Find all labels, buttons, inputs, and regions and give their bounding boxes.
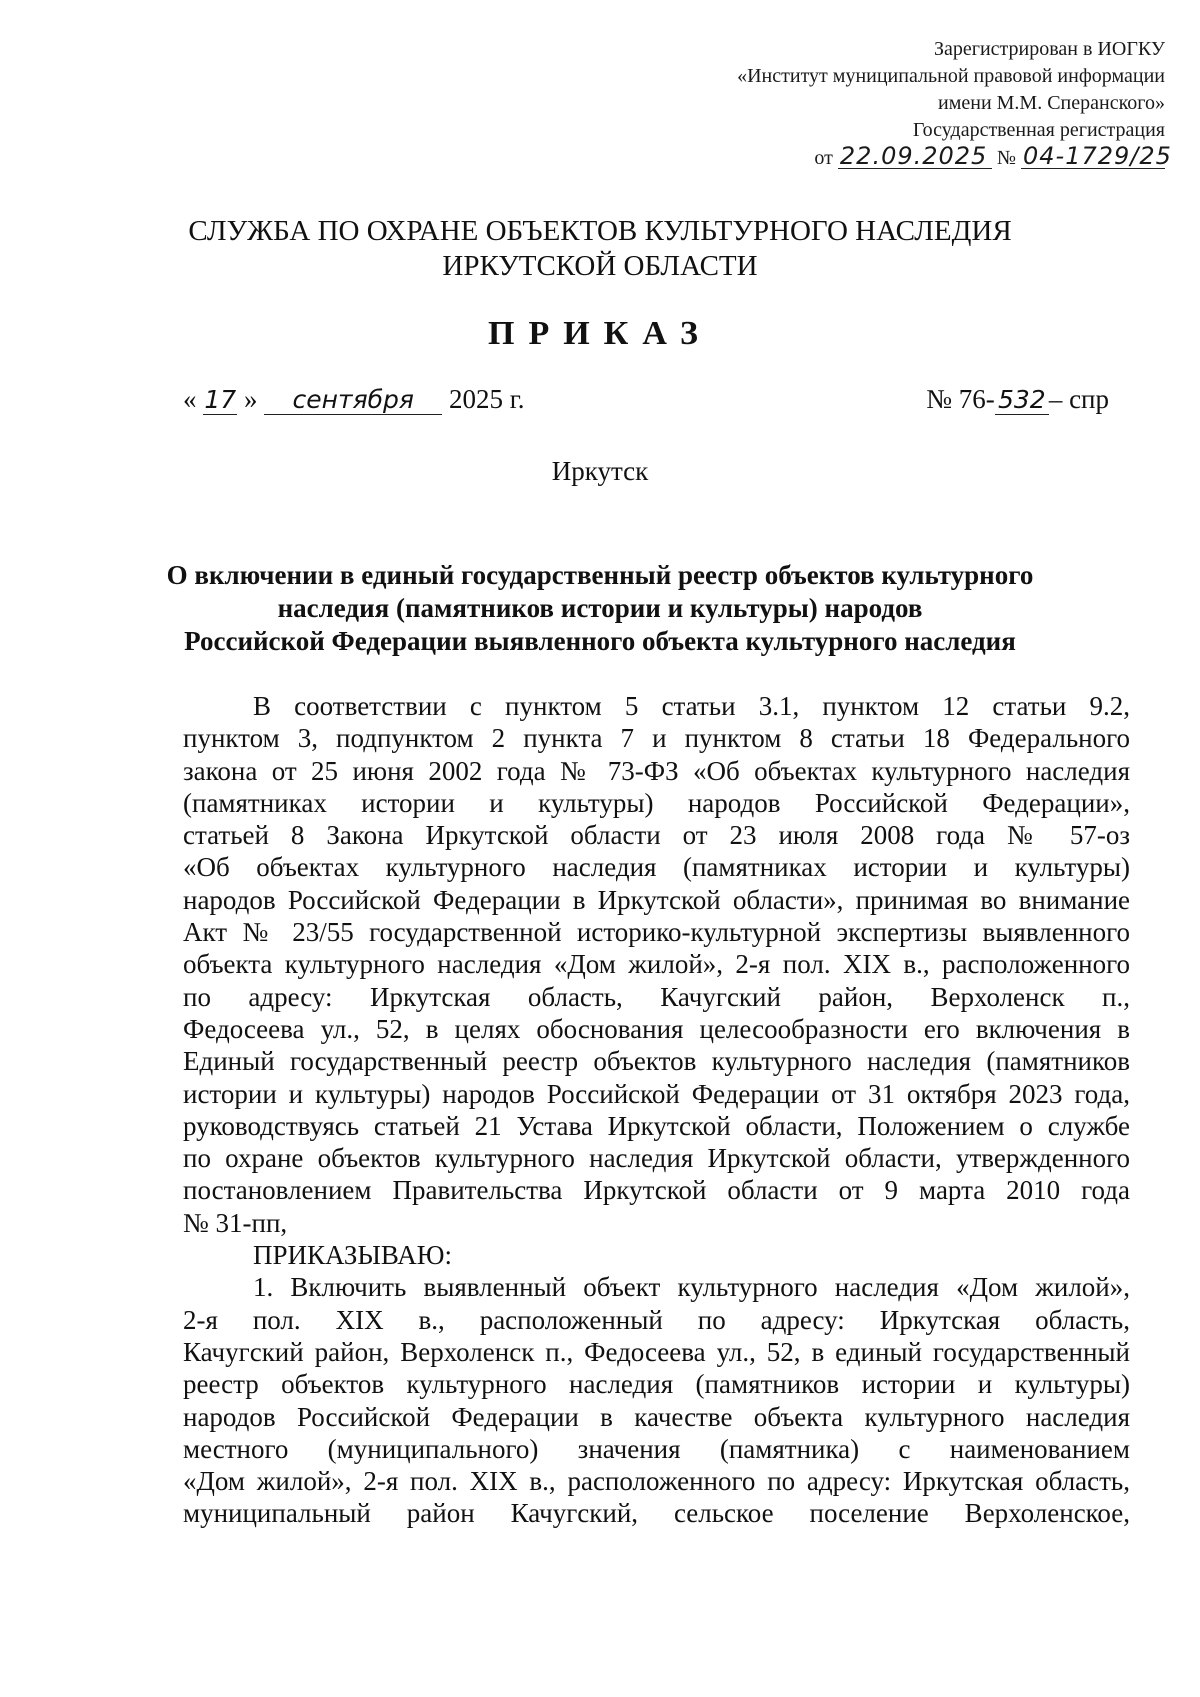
- body-line: народов Российской Федерации в Иркутской области», принимая во внимание: [183, 884, 1130, 915]
- subject-line-3: Российской Федерации выявленного объекта культурного наследия: [184, 626, 1016, 656]
- order-number-suffix: – спр: [1048, 384, 1109, 414]
- body-line: реестр объектов культурного наследия (памятников истории и культуры): [183, 1369, 1130, 1400]
- body-line: Единый государственный реестр объектов культурного наследия (памятников: [183, 1046, 1130, 1077]
- order-body: [183, 690, 1130, 1530]
- body-line: руководствуясь статьей 21 Устава Иркутской области, Положением о службе: [183, 1110, 1130, 1141]
- registration-line-2: «Институт муниципальной правовой информации: [737, 65, 1165, 87]
- registration-date-value: 22.09.2025: [838, 144, 992, 169]
- body-line: 1. Включить выявленный объект культурного наследия «Дом жилой»,: [253, 1272, 1130, 1303]
- body-line: Федосеева ул., 52, в целях обоснования целесообразности его включения в: [183, 1013, 1130, 1044]
- body-line: В соответствии с пунктом 5 статьи 3.1, пунктом 12 статьи 9.2,: [253, 691, 1130, 721]
- organization-name: [0, 214, 1200, 284]
- registration-number-prefix: №: [996, 147, 1016, 169]
- order-number-hand: 532: [995, 386, 1049, 415]
- body-line: закона от 25 июня 2002 года № 73-ФЗ «Об объектах культурного наследия: [183, 755, 1130, 786]
- body-line: «Об объектах культурного наследия (памятниках истории и культуры): [183, 852, 1130, 883]
- body-line: Качугский район, Верхоленск п., Федосеева ул., 52, в единый государственный: [183, 1336, 1130, 1367]
- body-line: № 31-пп,: [183, 1207, 288, 1238]
- body-line: местного (муниципального) значения (памятника) с наименованием: [183, 1433, 1130, 1464]
- body-line: по охране объектов культурного наследия Иркутской области, утвержденного: [183, 1143, 1130, 1174]
- registration-line-1: Зарегистрирован в ИОГКУ: [934, 38, 1165, 60]
- order-city: Иркутск: [551, 456, 649, 486]
- day-open-quote: «: [183, 384, 197, 414]
- day-close-quote: »: [244, 384, 258, 414]
- body-line: по адресу: Иркутская область, Качугский район, Верхоленск п.,: [183, 981, 1130, 1012]
- order-month: сентября: [264, 386, 442, 415]
- document-title: ПРИКАЗ: [488, 315, 712, 352]
- body-line: пунктом 3, подпунктом 2 пункта 7 и пунктом 8 статьи 18 Федерального: [183, 723, 1130, 754]
- order-date: [183, 384, 525, 415]
- body-line: статьей 8 Закона Иркутской области от 23 июля 2008 года № 57-оз: [183, 820, 1130, 851]
- body-line: «Дом жилой», 2-я пол. XIX в., расположенного по адресу: Иркутская область,: [183, 1466, 1130, 1497]
- order-day: 17: [204, 385, 237, 414]
- registration-line-3: имени М.М. Сперанского»: [938, 92, 1165, 114]
- body-line: муниципальный район Качугский, сельское поселение Верхоленское,: [183, 1498, 1130, 1529]
- body-line: постановлением Правительства Иркутской области от 9 марта 2010 года: [183, 1175, 1130, 1206]
- registration-number-value: 04-1729/25: [1023, 142, 1172, 170]
- order-subject: [120, 559, 1080, 658]
- body-line: народов Российской Федерации в качестве объекта культурного наследия: [183, 1401, 1130, 1432]
- organization-line-2: ИРКУТСКОЙ ОБЛАСТИ: [442, 250, 758, 282]
- subject-line-1: О включении в единый государственный реестр объектов культурного: [166, 560, 1034, 590]
- body-line: Акт № 23/55 государственной историко-культурной экспертизы выявленного: [183, 917, 1130, 948]
- organization-line-1: СЛУЖБА ПО ОХРАНЕ ОБЪЕКТОВ КУЛЬТУРНОГО НАСЛЕДИЯ: [188, 215, 1012, 247]
- registration-number-line: [737, 142, 1172, 172]
- body-line: (памятниках истории и культуры) народов Российской Федерации»,: [183, 787, 1130, 818]
- body-line: объекта культурного наследия «Дом жилой», 2-я пол. XIX в., расположенного: [183, 949, 1130, 980]
- registration-date-prefix: от: [814, 147, 833, 169]
- order-number-prefix: № 76-: [926, 384, 995, 414]
- registration-stamp: [737, 36, 1172, 172]
- registration-line-4: Государственная регистрация: [912, 119, 1165, 141]
- order-year: 2025 г.: [449, 384, 525, 414]
- order-directive: ПРИКАЗЫВАЮ:: [253, 1240, 452, 1271]
- order-number: [926, 384, 1109, 415]
- body-line: 2-я пол. XIX в., расположенный по адресу: Иркутская область,: [183, 1304, 1130, 1335]
- body-line: истории и культуры) народов Российской Федерации от 31 октября 2023 года,: [183, 1078, 1130, 1109]
- subject-line-2: наследия (памятников истории и культуры) народов: [277, 593, 923, 623]
